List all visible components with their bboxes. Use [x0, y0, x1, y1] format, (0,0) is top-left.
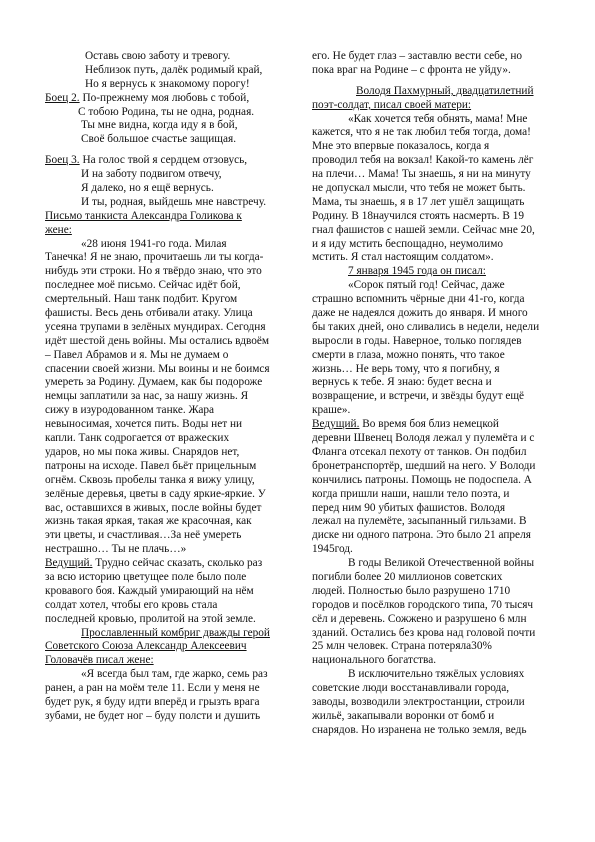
text-line: [45, 488, 303, 502]
text-line: [312, 265, 564, 279]
text-line: [312, 182, 564, 196]
text-line: [45, 543, 303, 557]
text-line: [312, 251, 564, 265]
line-text: 25 млн человек. Страна потеряла30%: [312, 640, 492, 653]
text-line: [312, 488, 564, 502]
line-text: лежал на пулемёте, засыпанный гильзами. В: [312, 515, 527, 528]
line-text: заводы, возводили электростанции, строили: [312, 695, 525, 708]
text-line: [312, 126, 564, 140]
line-text: вас, оставшихся в живых, после войны будет: [45, 501, 262, 514]
line-text: мстить. Я стал настоящим солдатом».: [312, 251, 494, 264]
text-line: [45, 182, 303, 196]
line-text: людей. Полностью было разрушено 1710: [312, 584, 511, 597]
line-text: выросли в годы. Наверное, только поглядев: [312, 334, 522, 347]
text-line: [312, 390, 564, 404]
text-line: [312, 724, 564, 738]
underlined-label: поэт-солдат, писал своей матери:: [312, 98, 472, 111]
line-text: Оставь свою заботу и тревогу.: [85, 50, 231, 62]
line-text: последней кровью, пролитой на этой земле.: [45, 612, 256, 625]
line-text: сижу в изуродованном танке. Жара: [45, 404, 215, 417]
text-line: [312, 99, 564, 113]
line-text: Трудно сейчас сказать, сколько раз: [92, 557, 263, 570]
line-text: фашисты. Весь день отбивали атаку. Улица: [45, 307, 253, 320]
line-text: Мама, ты знаешь, я в 17 лет ушёл защищать: [312, 195, 525, 208]
underlined-label: Ведущий.: [45, 557, 93, 570]
text-line: [45, 710, 303, 724]
line-text: пока враг на Родине – с фронта не уйду».: [312, 63, 511, 76]
line-text: 1945год.: [312, 543, 353, 556]
text-line: [312, 640, 564, 654]
text-line: [312, 168, 564, 182]
text-line: [312, 710, 564, 724]
line-text: Фланга отсекал пехоту от танков. Он подбил: [312, 445, 527, 458]
line-text: «Как хочется тебя обнять, мама! Мне: [348, 112, 528, 125]
line-text: последнее моё письмо. Сейчас идёт бой,: [45, 279, 241, 292]
text-line: [312, 50, 564, 64]
underlined-label: Головачёв писал жене:: [45, 654, 154, 667]
text-line: [312, 154, 564, 168]
text-line: [312, 210, 564, 224]
text-line: [312, 279, 564, 293]
text-line: [312, 85, 564, 99]
text-line: [45, 585, 303, 599]
text-line: [45, 168, 303, 182]
left-column: [45, 50, 303, 724]
line-text: Ты мне видна, когда иду я в бой,: [81, 119, 238, 132]
line-text: бронетранспортёр, шедший на него. У Володи: [312, 459, 536, 472]
text-line: [45, 265, 303, 279]
underlined-label: Письмо танкиста Александра Голикова к: [45, 209, 242, 222]
line-text: на плечи… Мама! Ты знаешь, я ни на минуту: [312, 168, 531, 181]
right-column: [312, 50, 564, 738]
line-text: идёт шестой день войны. Мы остались вдвоём: [45, 334, 270, 347]
text-line: [312, 418, 564, 432]
line-text: «Я всегда был там, где жарко, семь раз: [81, 668, 268, 681]
line-text: национального богатства.: [312, 654, 437, 667]
text-line: [45, 529, 303, 543]
text-line: [312, 404, 564, 418]
line-spacer: [312, 78, 564, 85]
text-line: [45, 92, 303, 106]
text-line: [312, 627, 564, 641]
line-text: Я далеко, но я ещё вернусь.: [81, 182, 214, 195]
line-text: В годы Великой Отечественной войны: [348, 557, 535, 570]
text-line: [45, 106, 303, 120]
line-text: нибудь эти строки. Но я твёрдо знаю, что это: [45, 265, 262, 278]
text-line: [45, 432, 303, 446]
text-line: [312, 682, 564, 696]
line-text: немцы заплатили за нас, за нашу жизнь. Я: [45, 390, 249, 403]
line-text: диске ни одного патрона. Это было 21 апреля: [312, 529, 531, 542]
text-line: [45, 668, 303, 682]
line-text: умереть за Родину. Думаем, как бы подороже: [45, 376, 263, 389]
text-line: [312, 349, 564, 363]
text-line: [45, 307, 303, 321]
text-line: [45, 627, 303, 641]
text-line: [45, 460, 303, 474]
text-line: [45, 64, 303, 78]
text-line: [312, 557, 564, 571]
underlined-label: Боец 3.: [45, 154, 80, 167]
text-line: [45, 599, 303, 613]
line-text: краше».: [312, 404, 351, 417]
text-line: [45, 418, 303, 432]
text-line: [312, 571, 564, 585]
line-text: нестрашно… Ты не плачь…»: [45, 543, 187, 556]
text-line: [312, 224, 564, 238]
text-line: [312, 696, 564, 710]
line-text: возвращение, и встречи, и звёзды будут ещё: [312, 390, 525, 403]
text-line: [312, 64, 564, 78]
line-text: В исключительно тяжёлых условиях: [348, 668, 525, 681]
line-text: зданий. Остались без крова над головой почти: [312, 626, 536, 639]
line-text: спасении своей жизни. Мы воины и не боимся: [45, 362, 270, 375]
line-text: эти цветы, и счастливая…За неё умереть: [45, 529, 242, 542]
underlined-label: Боец 2.: [45, 91, 80, 104]
line-text: Родину. В 18научился стоять насмерть. В 19: [312, 209, 524, 222]
underlined-label: Советского Союза Александр Алексеевич: [45, 640, 247, 653]
text-line: [312, 376, 564, 390]
line-text: Танечка! Я не знаю, прочитаешь ли ты когда-: [45, 251, 264, 264]
text-line: [312, 446, 564, 460]
line-text: кончились патроны. Помощь не подоспела. А: [312, 473, 532, 486]
text-line: [312, 196, 564, 210]
underlined-label: Ведущий.: [312, 418, 360, 431]
text-line: [45, 613, 303, 627]
line-text: С тобою Родина, ты не одна, родная.: [78, 105, 255, 118]
underlined-label: жене:: [45, 223, 72, 236]
line-text: когда пришли наши, нашли тело поэта, и: [312, 487, 510, 500]
line-text: Неблизок путь, далёк родимый край,: [85, 63, 263, 76]
line-text: проводил тебя на вокзал! Какой-то камень лёг: [312, 154, 534, 167]
text-line: [45, 654, 303, 668]
text-line: [312, 585, 564, 599]
line-text: бы таких дней, оно сливались в недели, недели: [312, 320, 540, 333]
line-text: жизнь такая яркая, такая же красочная, как: [45, 515, 252, 528]
line-spacer: [45, 147, 303, 154]
line-text: советские люди восстанавливали города,: [312, 682, 510, 695]
line-text: Во время боя близ немецкой: [359, 418, 499, 431]
text-line: [45, 224, 303, 238]
underlined-label: 7 января 1945 года он писал:: [348, 265, 486, 278]
text-line: [45, 571, 303, 585]
line-text: погибли более 20 миллионов советских: [312, 570, 503, 583]
line-text: зелёные деревья, цветы в саду яркие-яркие. У: [45, 487, 266, 500]
line-text: патроны на исходе. Павел бьёт прицельным: [45, 459, 257, 472]
line-text: Но я вернусь к знакомому порогу!: [85, 77, 250, 90]
text-line: [45, 50, 303, 64]
text-line: [45, 446, 303, 460]
line-text: деревни Швенец Володя лежал у пулемёта и с: [312, 432, 535, 445]
text-line: [312, 307, 564, 321]
text-line: [312, 613, 564, 627]
line-text: зубами, не будет ног – буду полсти и душить: [45, 709, 261, 722]
text-line: [45, 119, 303, 133]
text-line: [45, 133, 303, 147]
text-line: [312, 599, 564, 613]
line-text: городов и посёлков городского типа, 70 тысяч: [312, 598, 534, 611]
text-line: [312, 335, 564, 349]
text-line: [312, 543, 564, 557]
text-line: [45, 251, 303, 265]
text-line: [45, 640, 303, 654]
text-line: [45, 321, 303, 335]
text-line: [45, 515, 303, 529]
line-text: ударов, но мы пока живы. Снарядов нет,: [45, 445, 240, 458]
line-text: не допускал мысли, что тебя не может быть.: [312, 182, 526, 195]
text-line: [312, 460, 564, 474]
text-line: [312, 515, 564, 529]
text-line: [312, 668, 564, 682]
line-text: И на заботу подвигом отвечу,: [81, 168, 222, 181]
line-text: «Сорок пятый год! Сейчас, даже: [348, 279, 505, 292]
line-text: и я иду мстить беспощадно, неумолимо: [312, 237, 504, 250]
line-text: снарядов. Но изранена не только земля, ведь: [312, 723, 527, 736]
text-line: [45, 279, 303, 293]
text-line: [312, 432, 564, 446]
line-text: капли. Танк содрогается от вражеских: [45, 432, 230, 445]
text-line: [45, 196, 303, 210]
text-line: [312, 363, 564, 377]
text-line: [312, 654, 564, 668]
text-line: [45, 335, 303, 349]
line-text: «28 июня 1941-го года. Милая: [81, 237, 227, 250]
text-line: [45, 682, 303, 696]
line-text: смерти в глаза, можно понять, что такое: [312, 348, 505, 361]
line-text: Своё большое счастье защищая.: [81, 133, 237, 146]
line-text: По-прежнему моя любовь с тобой,: [79, 91, 250, 104]
text-line: [45, 210, 303, 224]
text-line: [312, 474, 564, 488]
text-line: [45, 502, 303, 516]
text-line: [45, 404, 303, 418]
text-line: [45, 78, 303, 92]
text-line: [45, 474, 303, 488]
text-line: [312, 502, 564, 516]
line-text: смертельный. Наш танк подбит. Кругом: [45, 293, 238, 306]
text-line: [312, 140, 564, 154]
line-text: кажется, что я не так любил тебя тогда, дома!: [312, 126, 531, 139]
underlined-label: Володя Пахмурный, двадцатилетний: [356, 84, 534, 97]
text-line: [312, 293, 564, 307]
line-text: сёл и деревень. Сожжено и разрушено 6 млн: [312, 612, 527, 625]
line-text: – Павел Абрамов и я. Мы не думаем о: [45, 348, 229, 361]
line-text: На голос твой я сердцем отзовусь,: [79, 154, 248, 167]
line-text: Мне это впервые показалось, когда я: [312, 140, 490, 153]
text-line: [45, 376, 303, 390]
line-text: ранен, а ран на моём теле 11. Если у меня не: [45, 682, 260, 695]
underlined-label: Прославленный комбриг дважды герой: [81, 626, 270, 639]
text-line: [45, 696, 303, 710]
text-line: [45, 557, 303, 571]
text-line: [312, 529, 564, 543]
line-text: кровавого боя. Каждый умирающий на нём: [45, 584, 254, 597]
line-text: усеяна трупами в зелёных мундирах. Сегодня: [45, 320, 266, 333]
text-line: [45, 154, 303, 168]
text-line: [45, 349, 303, 363]
line-text: жильё, закапывали воронки от бомб и: [312, 709, 495, 722]
line-text: гнал фашистов с нашей земли. Сейчас мне 20,: [312, 223, 535, 236]
line-text: солдат хотел, чтобы его кровь стала: [45, 598, 218, 611]
line-text: будет рук, я буду идти вперёд и грызть врага: [45, 695, 260, 708]
line-text: его. Не будет глаз – заставлю вести себе, но: [312, 50, 523, 62]
line-text: перед ним 90 убитых фашистов. Володя: [312, 501, 506, 514]
line-text: жизнь… Не верь тому, что я погибну, я: [312, 362, 500, 375]
text-line: [45, 238, 303, 252]
line-text: невыносимая, хочется пить. Воды нет ни: [45, 418, 243, 431]
text-line: [312, 321, 564, 335]
line-text: вернусь к тебе. Я знаю: будет весна и: [312, 376, 492, 389]
line-text: И ты, родная, выйдешь мне навстречу.: [81, 195, 267, 208]
line-text: огнём. Сквозь пробелы танка я вижу улицу,: [45, 473, 255, 486]
text-line: [45, 390, 303, 404]
text-line: [312, 238, 564, 252]
line-text: страшно вспомнить чёрные дни 41-го, когда: [312, 293, 525, 306]
line-text: даже не надеялся дожить до января. И много: [312, 307, 528, 320]
text-line: [45, 293, 303, 307]
text-line: [45, 363, 303, 377]
text-line: [312, 113, 564, 127]
line-text: за всю историю цветущее поле было поле: [45, 570, 247, 583]
